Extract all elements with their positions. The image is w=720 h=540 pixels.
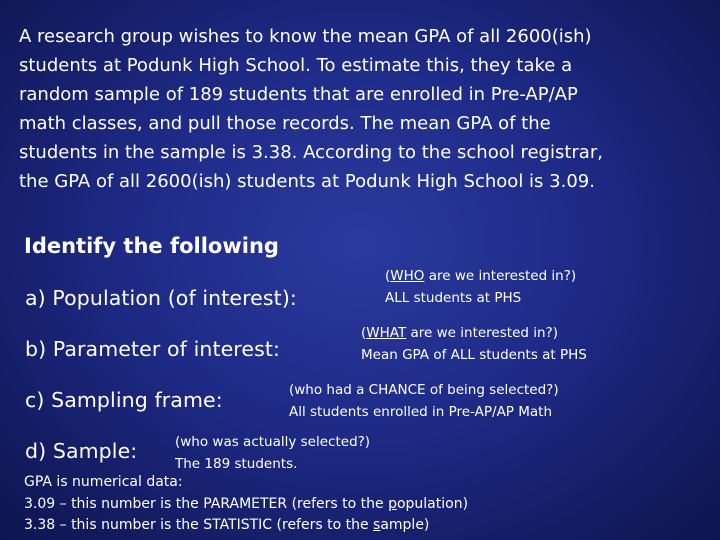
notes-line-parameter: 3.09 – this number is the PARAMETER (refers to the population) (24, 495, 469, 512)
item-sampling-frame-hint (289, 379, 559, 423)
problem-line: the GPA of all 2600(ish) students at Podunk High School is 3.09. (19, 171, 595, 192)
item-population-hint (385, 265, 576, 309)
item-sample-hint (175, 431, 370, 475)
item-sample-label: d) Sample: (25, 439, 138, 463)
who-keyword: WHO (390, 268, 425, 284)
what-keyword: WHAT (366, 325, 407, 341)
problem-line: students in the sample is 3.38. According to the school registrar, (19, 142, 603, 163)
item-parameter-answer: Mean GPA of ALL students at PHS (361, 347, 587, 363)
item-parameter-hint (361, 322, 587, 366)
item-sampling-frame-answer: All students enrolled in Pre-AP/AP Math (289, 404, 552, 420)
item-parameter-question: (WHAT are we interested in?) (361, 325, 558, 341)
problem-statement (19, 22, 709, 196)
problem-line: A research group wishes to know the mean GPA of all 2600(ish) (19, 26, 592, 47)
item-sampling-frame-label: c) Sampling frame: (25, 388, 223, 412)
problem-line: students at Podunk High School. To estimate this, they take a (19, 55, 573, 76)
s-keyword: s (373, 517, 381, 533)
item-sample-question: (who was actually selected?) (175, 434, 371, 450)
item-population-question: (WHO are we interested in?) (385, 268, 577, 284)
notes (24, 472, 468, 537)
section-heading: Identify the following (24, 234, 279, 258)
problem-line: math classes, and pull those records. The mean GPA of the (19, 113, 551, 134)
notes-line: GPA is numerical data: (24, 474, 183, 490)
problem-line: random sample of 189 students that are enrolled in Pre-AP/AP (19, 84, 578, 105)
item-sampling-frame-question: (who had a CHANCE of being selected?) (289, 382, 559, 398)
p-keyword: p (388, 495, 397, 512)
item-population-answer: ALL students at PHS (385, 290, 522, 306)
item-population-label: a) Population (of interest): (25, 286, 297, 310)
notes-line-statistic: 3.38 – this number is the STATISTIC (refers to the sample) (24, 517, 430, 533)
item-sample-answer: The 189 students. (175, 456, 298, 472)
item-parameter-label: b) Parameter of interest: (25, 337, 281, 361)
